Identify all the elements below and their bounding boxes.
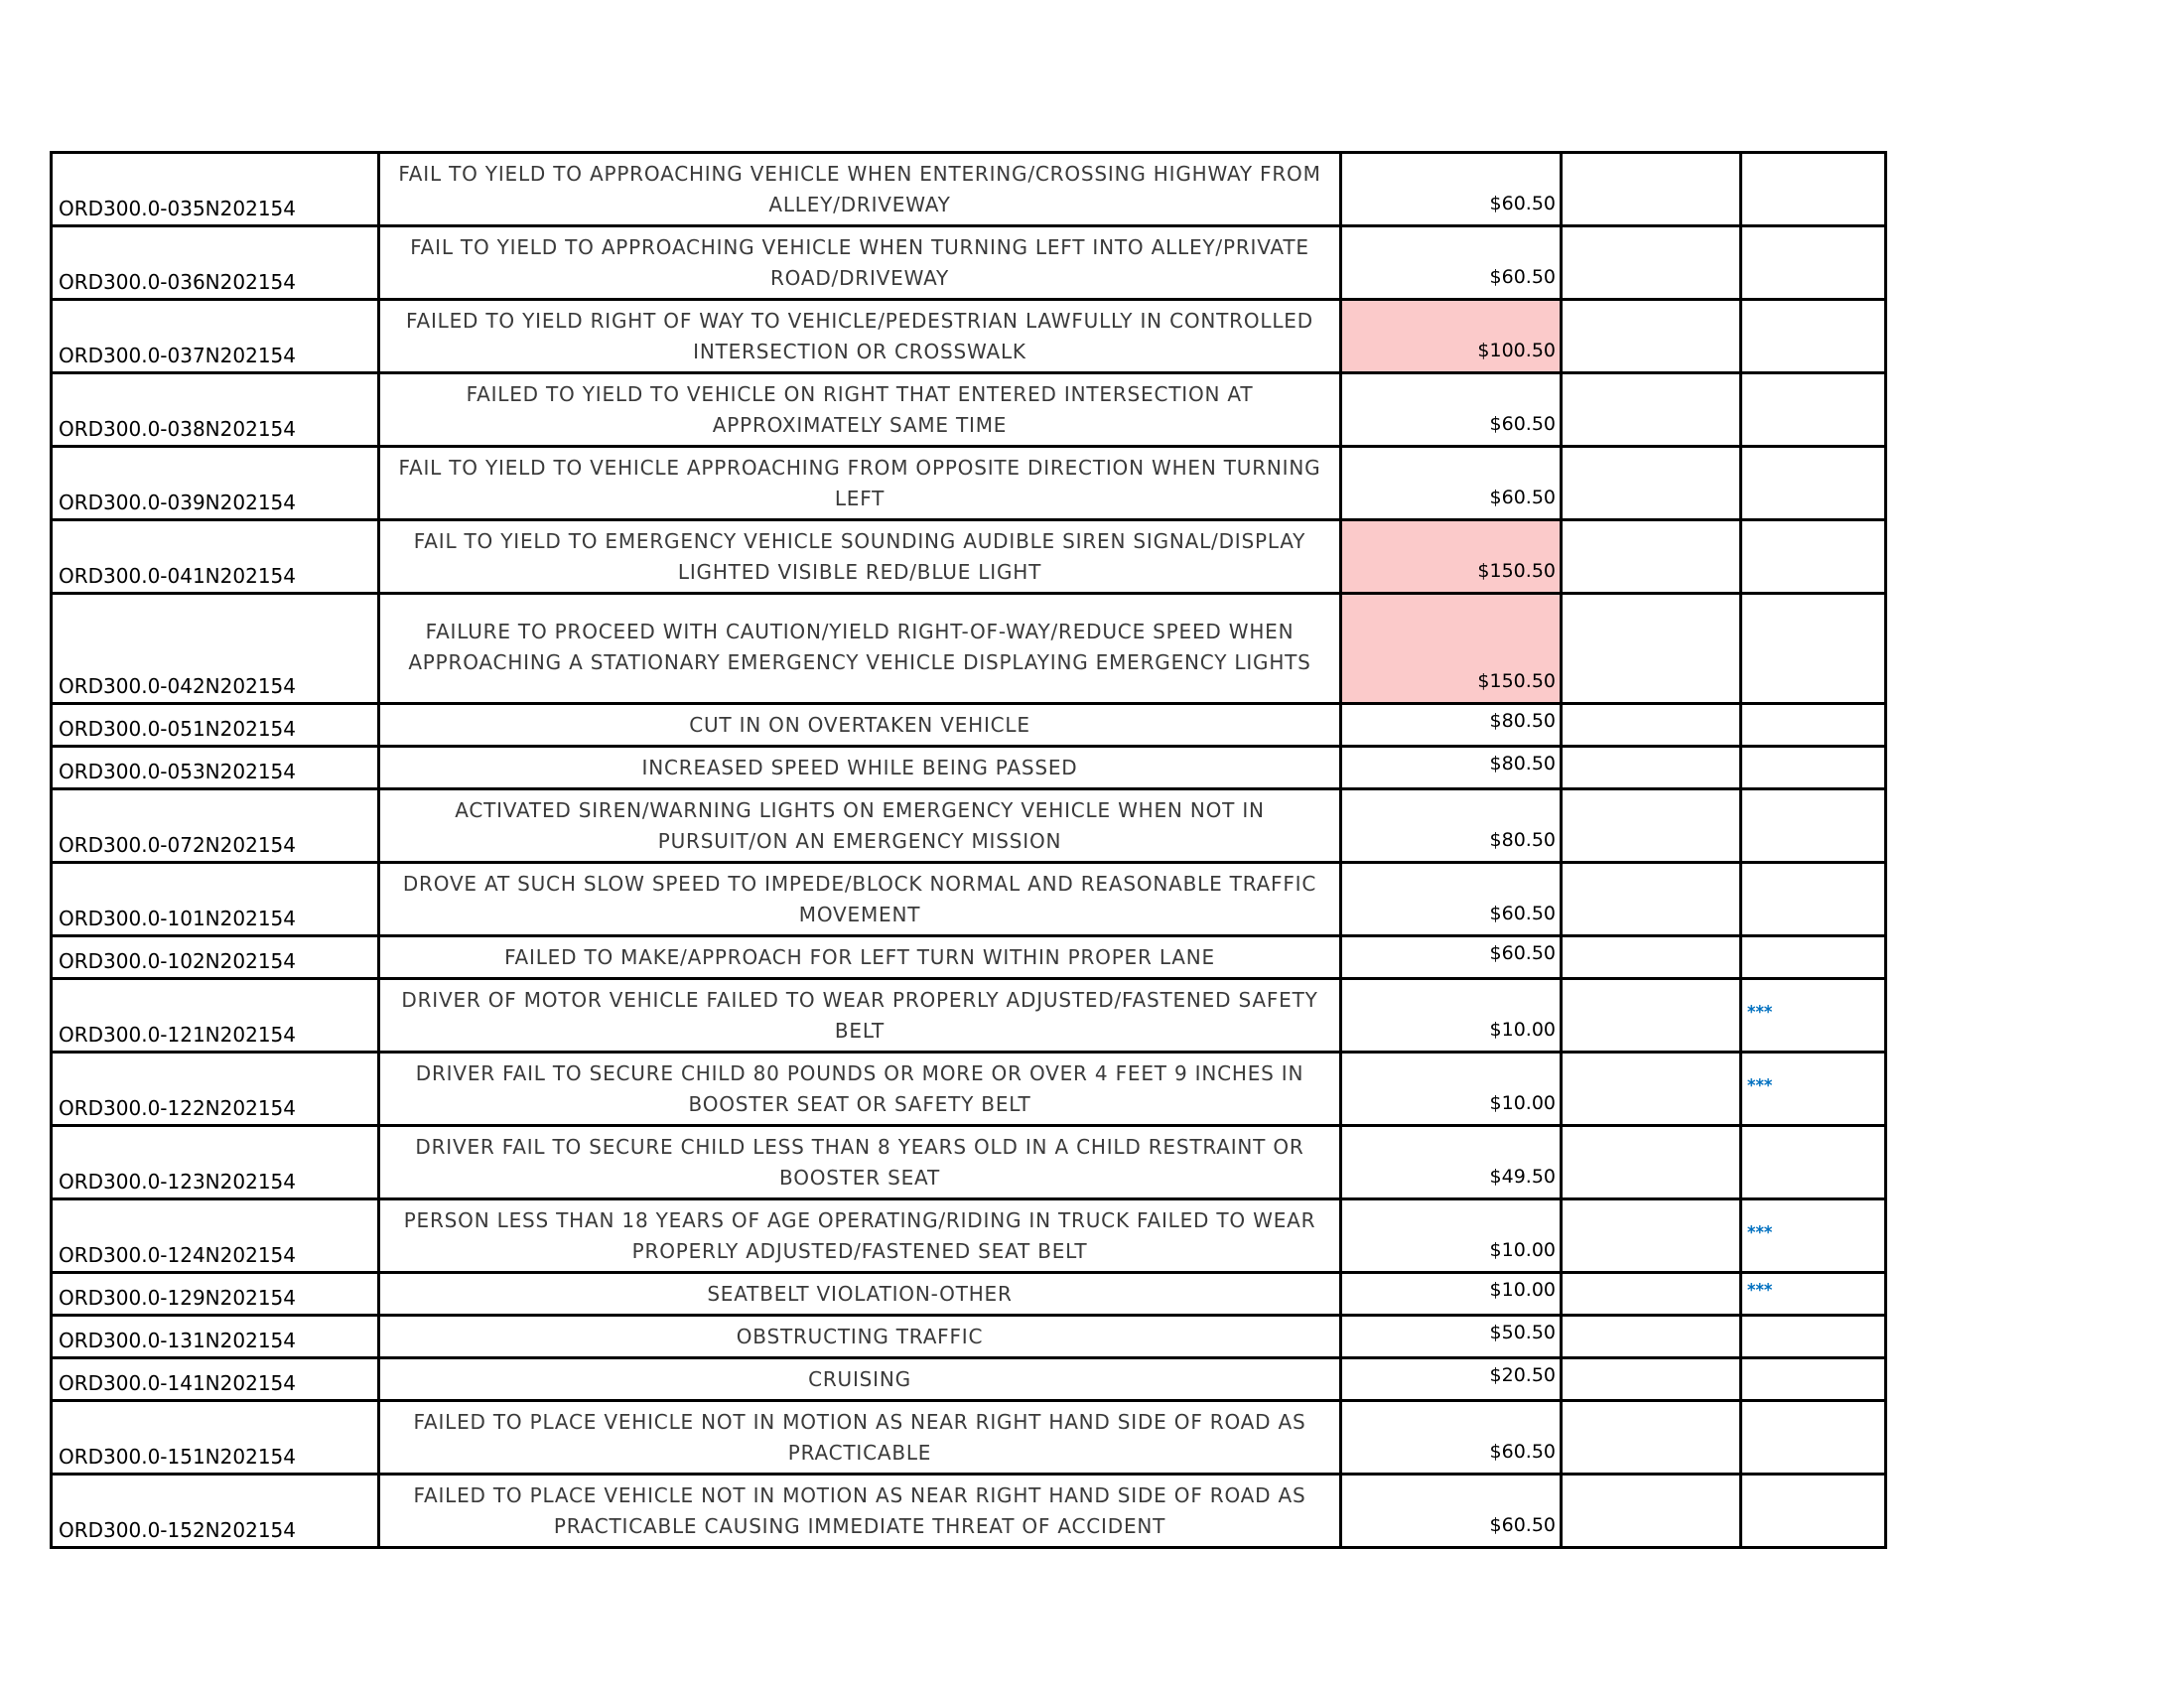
note-marker-cell: *** (1741, 1273, 1886, 1316)
violation-description-cell: FAILED TO MAKE/APPROACH FOR LEFT TURN WITHIN PROPER LANE (379, 936, 1341, 979)
violation-description-cell: FAILED TO PLACE VEHICLE NOT IN MOTION AS NEAR RIGHT HAND SIDE OF ROAD AS PRACTICABLE (379, 1401, 1341, 1475)
violation-description-cell: SEATBELT VIOLATION-OTHER (379, 1273, 1341, 1316)
violation-code-cell: ORD300.0-036N202154 (52, 226, 379, 300)
note-marker-cell (1741, 153, 1886, 226)
violation-code-cell: ORD300.0-072N202154 (52, 789, 379, 863)
fine-amount-cell: $150.50 (1341, 594, 1562, 704)
violation-code-cell: ORD300.0-042N202154 (52, 594, 379, 704)
violation-description-cell: FAILED TO YIELD RIGHT OF WAY TO VEHICLE/PEDESTRIAN LAWFULLY IN CONTROLLED INTERSECTION OR CROSSWALK (379, 300, 1341, 373)
violation-description-cell: FAILED TO PLACE VEHICLE NOT IN MOTION AS NEAR RIGHT HAND SIDE OF ROAD AS PRACTICABLE CAUSING IMMEDIATE THREAT OF ACCIDENT (379, 1475, 1341, 1548)
note-marker-cell (1741, 1316, 1886, 1358)
empty-cell (1562, 1475, 1741, 1548)
fine-amount-cell: $10.00 (1341, 1273, 1562, 1316)
table-row (52, 979, 1886, 1053)
empty-cell (1562, 520, 1741, 594)
violation-code-cell: ORD300.0-131N202154 (52, 1316, 379, 1358)
violation-description-cell: FAIL TO YIELD TO VEHICLE APPROACHING FROM OPPOSITE DIRECTION WHEN TURNING LEFT (379, 447, 1341, 520)
violation-code-cell: ORD300.0-038N202154 (52, 373, 379, 447)
violation-table-body (52, 153, 1886, 1548)
fine-amount-cell: $60.50 (1341, 373, 1562, 447)
table-row (52, 153, 1886, 226)
note-marker-cell: *** (1741, 1053, 1886, 1126)
note-marker-cell (1741, 520, 1886, 594)
table-row (52, 1273, 1886, 1316)
table-row (52, 863, 1886, 936)
note-marker-cell (1741, 1358, 1886, 1401)
empty-cell (1562, 1199, 1741, 1273)
violation-code-cell: ORD300.0-039N202154 (52, 447, 379, 520)
table-row (52, 1358, 1886, 1401)
violation-code-cell: ORD300.0-053N202154 (52, 747, 379, 789)
note-marker-cell (1741, 226, 1886, 300)
table-row (52, 789, 1886, 863)
violation-description-cell: DRIVER OF MOTOR VEHICLE FAILED TO WEAR PROPERLY ADJUSTED/FASTENED SAFETY BELT (379, 979, 1341, 1053)
note-marker-cell (1741, 447, 1886, 520)
violation-description-cell: CUT IN ON OVERTAKEN VEHICLE (379, 704, 1341, 747)
violation-description-cell: OBSTRUCTING TRAFFIC (379, 1316, 1341, 1358)
fine-amount-cell: $60.50 (1341, 863, 1562, 936)
table-row (52, 704, 1886, 747)
empty-cell (1562, 789, 1741, 863)
table-row (52, 594, 1886, 704)
note-marker-cell (1741, 1401, 1886, 1475)
violation-code-cell: ORD300.0-101N202154 (52, 863, 379, 936)
violation-description-cell: PERSON LESS THAN 18 YEARS OF AGE OPERATING/RIDING IN TRUCK FAILED TO WEAR PROPERLY ADJUSTED/FASTENED SEAT BELT (379, 1199, 1341, 1273)
table-row (52, 1199, 1886, 1273)
fine-amount-cell: $80.50 (1341, 747, 1562, 789)
violation-code-cell: ORD300.0-041N202154 (52, 520, 379, 594)
violation-description-cell: ACTIVATED SIREN/WARNING LIGHTS ON EMERGENCY VEHICLE WHEN NOT IN PURSUIT/ON AN EMERGENCY MISSION (379, 789, 1341, 863)
empty-cell (1562, 373, 1741, 447)
note-marker-cell (1741, 789, 1886, 863)
table-row (52, 300, 1886, 373)
empty-cell (1562, 979, 1741, 1053)
table-row (52, 226, 1886, 300)
table-row (52, 1316, 1886, 1358)
table-row (52, 1126, 1886, 1199)
empty-cell (1562, 447, 1741, 520)
empty-cell (1562, 936, 1741, 979)
violation-code-cell: ORD300.0-123N202154 (52, 1126, 379, 1199)
table-row (52, 1475, 1886, 1548)
table-row (52, 936, 1886, 979)
fine-amount-cell: $60.50 (1341, 447, 1562, 520)
violation-description-cell: FAIL TO YIELD TO APPROACHING VEHICLE WHEN TURNING LEFT INTO ALLEY/PRIVATE ROAD/DRIVEWAY (379, 226, 1341, 300)
fine-amount-cell: $100.50 (1341, 300, 1562, 373)
empty-cell (1562, 1053, 1741, 1126)
violation-code-cell: ORD300.0-102N202154 (52, 936, 379, 979)
fine-amount-cell: $60.50 (1341, 1401, 1562, 1475)
note-marker-cell (1741, 936, 1886, 979)
fine-amount-cell: $60.50 (1341, 153, 1562, 226)
fine-amount-cell: $50.50 (1341, 1316, 1562, 1358)
note-marker-cell (1741, 300, 1886, 373)
note-marker-cell (1741, 1475, 1886, 1548)
violation-code-cell: ORD300.0-122N202154 (52, 1053, 379, 1126)
empty-cell (1562, 704, 1741, 747)
violation-code-cell: ORD300.0-151N202154 (52, 1401, 379, 1475)
fine-amount-cell: $80.50 (1341, 789, 1562, 863)
violation-description-cell: FAIL TO YIELD TO APPROACHING VEHICLE WHEN ENTERING/CROSSING HIGHWAY FROM ALLEY/DRIVEWAY (379, 153, 1341, 226)
note-marker-cell (1741, 704, 1886, 747)
table-row (52, 447, 1886, 520)
note-marker-cell: *** (1741, 979, 1886, 1053)
fine-amount-cell: $20.50 (1341, 1358, 1562, 1401)
fine-amount-cell: $80.50 (1341, 704, 1562, 747)
violation-description-cell: DRIVER FAIL TO SECURE CHILD 80 POUNDS OR MORE OR OVER 4 FEET 9 INCHES IN BOOSTER SEAT OR SAFETY BELT (379, 1053, 1341, 1126)
violation-code-cell: ORD300.0-051N202154 (52, 704, 379, 747)
violation-code-cell: ORD300.0-037N202154 (52, 300, 379, 373)
violation-description-cell: DROVE AT SUCH SLOW SPEED TO IMPEDE/BLOCK NORMAL AND REASONABLE TRAFFIC MOVEMENT (379, 863, 1341, 936)
empty-cell (1562, 1316, 1741, 1358)
violation-description-cell: DRIVER FAIL TO SECURE CHILD LESS THAN 8 YEARS OLD IN A CHILD RESTRAINT OR BOOSTER SEAT (379, 1126, 1341, 1199)
note-marker-cell (1741, 747, 1886, 789)
note-marker-cell (1741, 863, 1886, 936)
fine-amount-cell: $49.50 (1341, 1126, 1562, 1199)
violation-description-cell: FAILED TO YIELD TO VEHICLE ON RIGHT THAT ENTERED INTERSECTION AT APPROXIMATELY SAME TIME (379, 373, 1341, 447)
violation-code-cell: ORD300.0-129N202154 (52, 1273, 379, 1316)
violation-code-cell: ORD300.0-035N202154 (52, 153, 379, 226)
note-marker-cell: *** (1741, 1199, 1886, 1273)
table-row (52, 747, 1886, 789)
empty-cell (1562, 594, 1741, 704)
table-row (52, 520, 1886, 594)
empty-cell (1562, 1401, 1741, 1475)
fine-amount-cell: $10.00 (1341, 1053, 1562, 1126)
violation-code-cell: ORD300.0-124N202154 (52, 1199, 379, 1273)
fine-amount-cell: $10.00 (1341, 1199, 1562, 1273)
empty-cell (1562, 747, 1741, 789)
empty-cell (1562, 1126, 1741, 1199)
note-marker-cell (1741, 373, 1886, 447)
violation-description-cell: CRUISING (379, 1358, 1341, 1401)
violation-code-cell: ORD300.0-121N202154 (52, 979, 379, 1053)
violation-code-cell: ORD300.0-152N202154 (52, 1475, 379, 1548)
fine-amount-cell: $60.50 (1341, 1475, 1562, 1548)
table-row (52, 373, 1886, 447)
table-row (52, 1053, 1886, 1126)
fine-amount-cell: $60.50 (1341, 936, 1562, 979)
violation-code-cell: ORD300.0-141N202154 (52, 1358, 379, 1401)
note-marker-cell (1741, 594, 1886, 704)
fine-amount-cell: $10.00 (1341, 979, 1562, 1053)
violation-fine-table (50, 151, 1887, 1549)
violation-description-cell: INCREASED SPEED WHILE BEING PASSED (379, 747, 1341, 789)
fine-amount-cell: $60.50 (1341, 226, 1562, 300)
empty-cell (1562, 1273, 1741, 1316)
violation-description-cell: FAIL TO YIELD TO EMERGENCY VEHICLE SOUNDING AUDIBLE SIREN SIGNAL/DISPLAY LIGHTED VISIBLE RED/BLUE LIGHT (379, 520, 1341, 594)
fine-amount-cell: $150.50 (1341, 520, 1562, 594)
empty-cell (1562, 300, 1741, 373)
empty-cell (1562, 226, 1741, 300)
empty-cell (1562, 153, 1741, 226)
empty-cell (1562, 863, 1741, 936)
violation-description-cell: FAILURE TO PROCEED WITH CAUTION/YIELD RIGHT-OF-WAY/REDUCE SPEED WHEN APPROACHING A STATIONARY EMERGENCY VEHICLE DISPLAYING EMERGENCY LIGHTS (379, 594, 1341, 704)
empty-cell (1562, 1358, 1741, 1401)
table-row (52, 1401, 1886, 1475)
note-marker-cell (1741, 1126, 1886, 1199)
